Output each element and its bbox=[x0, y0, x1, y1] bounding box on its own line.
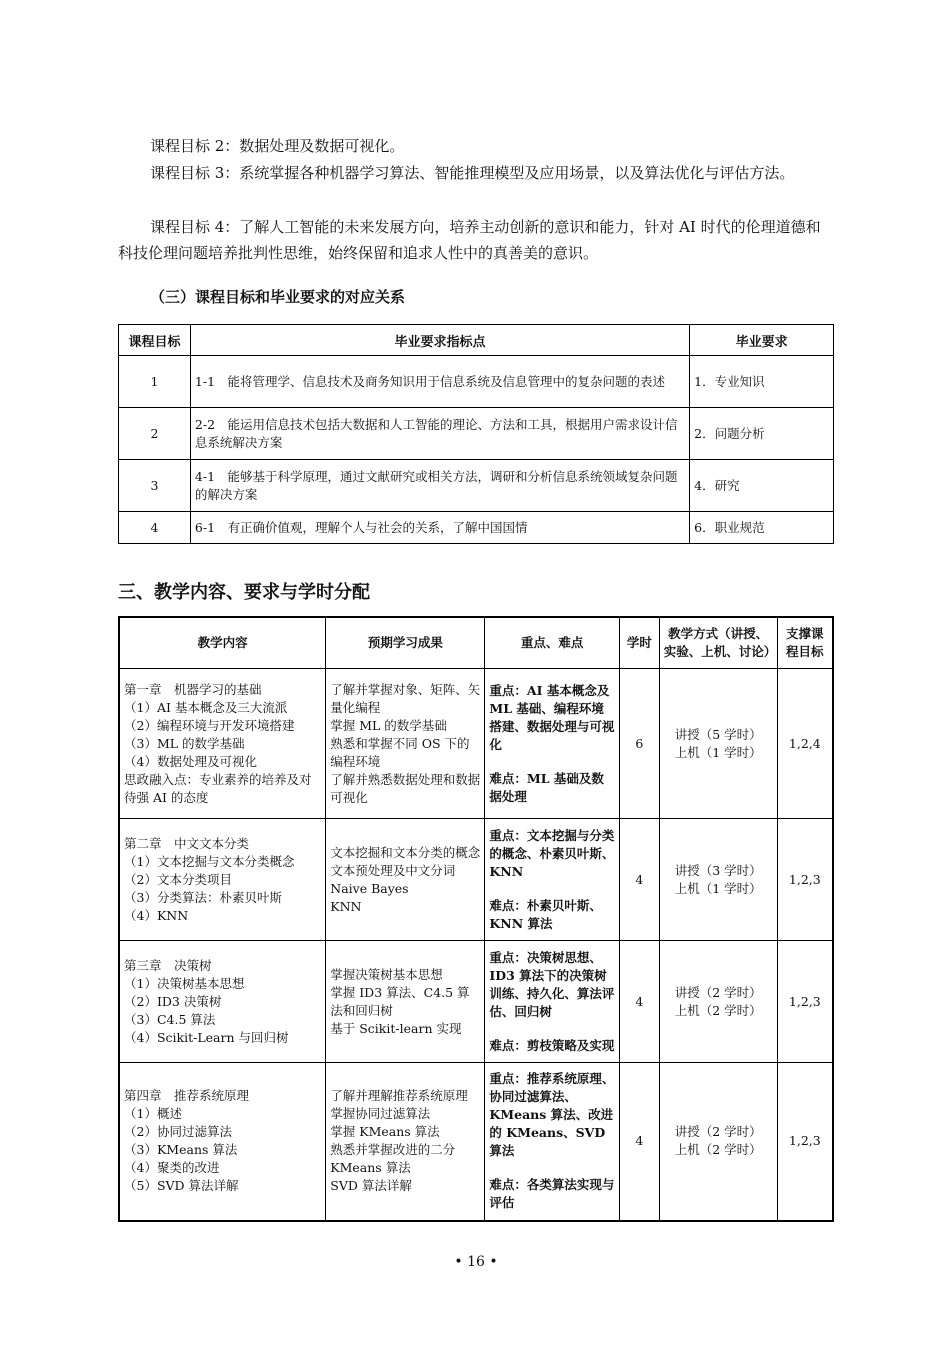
cell-indicator: 6-1 有正确价值观，理解个人与社会的关系，了解中国国情 bbox=[190, 512, 689, 544]
cell-content: 第一章 机器学习的基础 （1）AI 基本概念及三大流派 （2）编程环境与开发环境搭建 （3）ML 的数学基础 （4）数据处理及可视化 思政融入点：专业素养的培养及对待强 AI 的态度 bbox=[119, 669, 326, 819]
cell-requirement: 6．职业规范 bbox=[690, 512, 834, 544]
cell-content: 第二章 中文文本分类 （1）文本挖掘与文本分类概念 （2）文本分类项目 （3）分类算法：朴素贝叶斯 （4）KNN bbox=[119, 819, 326, 941]
cell-content: 第四章 推荐系统原理 （1）概述 （2）协同过滤算法 （3）KMeans 算法 （4）聚类的改进 （5）SVD 算法详解 bbox=[119, 1063, 326, 1221]
cell-key-points: 重点：AI 基本概念及 ML 基础、编程环境搭建、数据处理与可视化 难点：ML 基础及数据处理 bbox=[485, 669, 620, 819]
cell-outcome: 文本挖掘和文本分类的概念 文本预处理及中文分词 Naive Bayes KNN bbox=[326, 819, 485, 941]
cell-content: 第三章 决策树 （1）决策树基本思想 （2）ID3 决策树 （3）C4.5 算法 （4）Scikit-Learn 与回归树 bbox=[119, 941, 326, 1063]
cell-outcome: 了解并理解推荐系统原理 掌握协同过滤算法 掌握 KMeans 算法 熟悉并掌握改进的二分 KMeans 算法 SVD 算法详解 bbox=[326, 1063, 485, 1221]
table-row bbox=[119, 356, 834, 408]
cell-hours: 4 bbox=[619, 941, 659, 1063]
cell-hours: 6 bbox=[619, 669, 659, 819]
cell-indicator: 4-1 能够基于科学原理，通过文献研究或相关方法，调研和分析信息系统领域复杂问题的解决方案 bbox=[190, 460, 689, 512]
cell-indicator: 2-2 能运用信息技术包括大数据和人工智能的理论、方法和工具，根据用户需求设计信息系统解决方案 bbox=[190, 408, 689, 460]
header-outcome: 预期学习成果 bbox=[326, 617, 485, 669]
table-row bbox=[119, 941, 833, 1063]
cell-goal: 4 bbox=[119, 512, 191, 544]
cell-method: 讲授（5 学时） 上机（1 学时） bbox=[659, 669, 777, 819]
table-row bbox=[119, 512, 834, 544]
header-indicator: 毕业要求指标点 bbox=[190, 325, 689, 356]
table-row bbox=[119, 408, 834, 460]
goal-requirement-table bbox=[118, 324, 834, 544]
table-row bbox=[119, 1063, 833, 1221]
cell-goals: 1,2,4 bbox=[777, 669, 833, 819]
cell-method: 讲授（3 学时） 上机（1 学时） bbox=[659, 819, 777, 941]
cell-outcome: 掌握决策树基本思想 掌握 ID3 算法、C4.5 算法和回归树 基于 Scikit-learn 实现 bbox=[326, 941, 485, 1063]
header-hours: 学时 bbox=[619, 617, 659, 669]
cell-outcome: 了解并掌握对象、矩阵、矢量化编程 掌握 ML 的数学基础 熟悉和掌握不同 OS 下的编程环境 了解并熟悉数据处理和数据可视化 bbox=[326, 669, 485, 819]
header-method: 教学方式（讲授、实验、上机、讨论） bbox=[659, 617, 777, 669]
cell-method: 讲授（2 学时） 上机（2 学时） bbox=[659, 941, 777, 1063]
goal-2-paragraph: 课程目标 2：数据处理及数据可视化。 bbox=[150, 137, 405, 155]
table-row bbox=[119, 819, 833, 941]
header-goals: 支撑课程目标 bbox=[777, 617, 833, 669]
cell-indicator: 1-1 能将管理学、信息技术及商务知识用于信息系统及信息管理中的复杂问题的表述 bbox=[190, 356, 689, 408]
table-row bbox=[119, 460, 834, 512]
cell-goal: 3 bbox=[119, 460, 191, 512]
cell-requirement: 2．问题分析 bbox=[690, 408, 834, 460]
cell-hours: 4 bbox=[619, 819, 659, 941]
section-title: 三、教学内容、要求与学时分配 bbox=[118, 582, 370, 603]
cell-requirement: 1．专业知识 bbox=[690, 356, 834, 408]
header-content: 教学内容 bbox=[119, 617, 326, 669]
header-requirement: 毕业要求 bbox=[690, 325, 834, 356]
table-row bbox=[119, 669, 833, 819]
table-header-row bbox=[119, 325, 834, 356]
cell-key-points: 重点：文本挖掘与分类的概念、朴素贝叶斯、KNN 难点：朴素贝叶斯、KNN 算法 bbox=[485, 819, 620, 941]
cell-key-points: 重点：决策树思想、ID3 算法下的决策树训练、持久化、算法评估、回归树 难点：剪枝策略及实现 bbox=[485, 941, 620, 1063]
goal-3-paragraph: 课程目标 3：系统掌握各种机器学习算法、智能推理模型及应用场景，以及算法优化与评估方法。 bbox=[150, 164, 795, 182]
header-key-points: 重点、难点 bbox=[485, 617, 620, 669]
cell-key-points: 重点：推荐系统原理、协同过滤算法、KMeans 算法、改进的 KMeans、SVD 算法 难点：各类算法实现与评估 bbox=[485, 1063, 620, 1221]
goal-4-paragraph: 课程目标 4：了解人工智能的未来发展方向，培养主动创新的意识和能力，针对 AI 时代的伦理道德和科技伦理问题培养批判性思维，始终保留和追求人性中的真善美的意识。 bbox=[118, 218, 821, 262]
teaching-content-table bbox=[118, 616, 834, 1222]
cell-method: 讲授（2 学时） 上机（2 学时） bbox=[659, 1063, 777, 1221]
page-number: • 16 • bbox=[454, 1254, 498, 1270]
cell-goals: 1,2,3 bbox=[777, 819, 833, 941]
cell-goals: 1,2,3 bbox=[777, 941, 833, 1063]
cell-goals: 1,2,3 bbox=[777, 1063, 833, 1221]
section-heading-mapping: （三）课程目标和毕业要求的对应关系 bbox=[150, 288, 406, 306]
table-header-row bbox=[119, 617, 833, 669]
cell-requirement: 4．研究 bbox=[690, 460, 834, 512]
cell-hours: 4 bbox=[619, 1063, 659, 1221]
cell-goal: 1 bbox=[119, 356, 191, 408]
cell-goal: 2 bbox=[119, 408, 191, 460]
header-goal: 课程目标 bbox=[119, 325, 191, 356]
